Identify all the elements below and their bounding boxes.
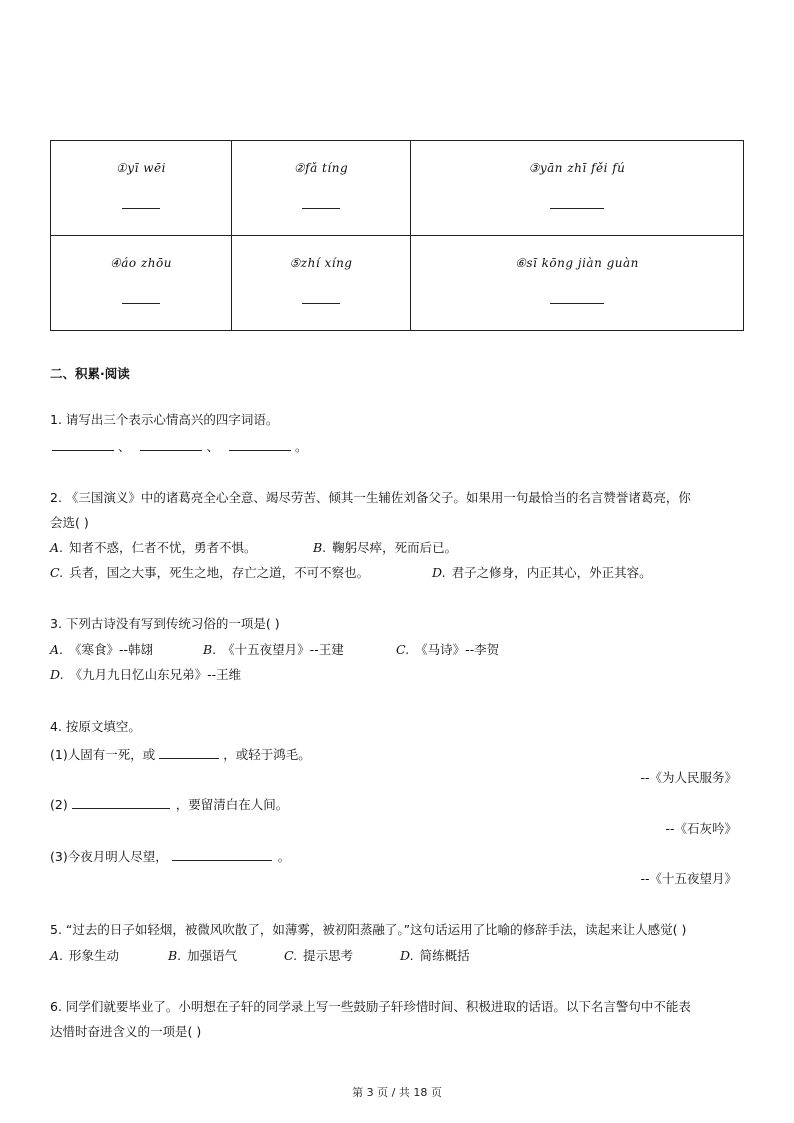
answer-blank[interactable] (122, 302, 160, 304)
question-2-stem: 2. 《三国演义》中的诸葛亮全心全意、竭尽劳苦、倾其一生辅佐刘备父子。如果用一句最恰当的名言赞誉诸葛亮，你 (50, 490, 691, 505)
question-1-answers (52, 436, 307, 455)
option-d[interactable]: D. 《九月九日忆山东兄弟》--王维 (50, 667, 242, 682)
option-a[interactable]: A. 《寒食》--韩翃 (50, 642, 154, 657)
answer-blank[interactable] (229, 436, 291, 451)
answer-blank[interactable] (159, 744, 219, 759)
question-6-stem: 6. 同学们就要毕业了。小明想在子轩的同学录上写一些鼓励子轩珍惜时间、积极进取的话语。以下名言警句中不能表 (50, 999, 691, 1014)
source-2: --《石灰吟》 (665, 821, 737, 836)
option-a[interactable]: A. 知者不惑，仁者不忧，勇者不惧。 (50, 540, 257, 555)
answer-blank[interactable] (550, 302, 604, 304)
option-c[interactable]: C. 《马诗》--李贺 (396, 642, 500, 657)
option-d[interactable]: D. 君子之修身，内正其心，外正其容。 (432, 565, 652, 580)
pinyin-cell-4: ④áo zhōu (51, 236, 232, 331)
answer-blank[interactable] (140, 436, 202, 451)
pinyin-cell-1: ①yī wēi (51, 141, 232, 236)
question-1-stem: 1. 请写出三个表示心情高兴的四字词语。 (50, 412, 279, 427)
question-4-stem: 4. 按原文填空。 (50, 719, 141, 734)
answer-blank[interactable] (550, 207, 604, 209)
pinyin-cell-3: ③yān zhī fěi fú (411, 141, 744, 236)
pinyin-cell-5: ⑤zhí xíng (232, 236, 411, 331)
period: 。 (294, 439, 308, 454)
table-row (51, 141, 744, 236)
question-2-stem-line2: 会选( ) (50, 515, 89, 530)
option-b[interactable]: B. 加强语气 (168, 948, 238, 963)
answer-blank[interactable] (302, 207, 340, 209)
source-3: --《十五夜望月》 (640, 871, 737, 886)
pinyin-cell-6: ⑥sī kōng jiàn guàn (411, 236, 744, 331)
page-footer: 第 3 页 / 共 18 页 (352, 1086, 442, 1099)
fill-item-3: (3)今夜月明人尽望， 。 (50, 846, 290, 865)
answer-blank[interactable] (52, 436, 114, 451)
answer-blank[interactable] (302, 302, 340, 304)
separator: 、 (206, 439, 219, 454)
question-3-stem: 3. 下列古诗没有写到传统习俗的一项是( ) (50, 616, 280, 631)
option-b[interactable]: B. 鞠躬尽瘁，死而后已。 (313, 540, 458, 555)
question-5-stem: 5. “过去的日子如轻烟，被微风吹散了，如薄雾，被初阳蒸融了。”这句话运用了比喻的修辞手法，读起来让人感觉( ) (50, 922, 687, 937)
option-d[interactable]: D. 简练概括 (400, 948, 470, 963)
pinyin-table (50, 140, 744, 331)
pinyin-cell-2: ②fǎ tíng (232, 141, 411, 236)
source-1: --《为人民服务》 (640, 770, 737, 785)
option-c[interactable]: C. 兵者，国之大事，死生之地，存亡之道，不可不察也。 (50, 565, 370, 580)
option-c[interactable]: C. 提示思考 (284, 948, 354, 963)
section-title: 二、积累·阅读 (50, 366, 130, 381)
separator: 、 (117, 439, 131, 454)
fill-item-2: (2) ，要留清白在人间。 (50, 794, 288, 813)
answer-blank[interactable] (72, 794, 170, 809)
question-6-stem-line2: 达惜时奋进含义的一项是( ) (50, 1024, 202, 1039)
fill-item-1: (1)人固有一死，或 ，或轻于鸿毛。 (50, 744, 311, 763)
answer-blank[interactable] (172, 846, 272, 861)
option-a[interactable]: A. 形象生动 (50, 948, 120, 963)
answer-blank[interactable] (122, 207, 160, 209)
table-row (51, 236, 744, 331)
option-b[interactable]: B. 《十五夜望月》--王建 (203, 642, 344, 657)
